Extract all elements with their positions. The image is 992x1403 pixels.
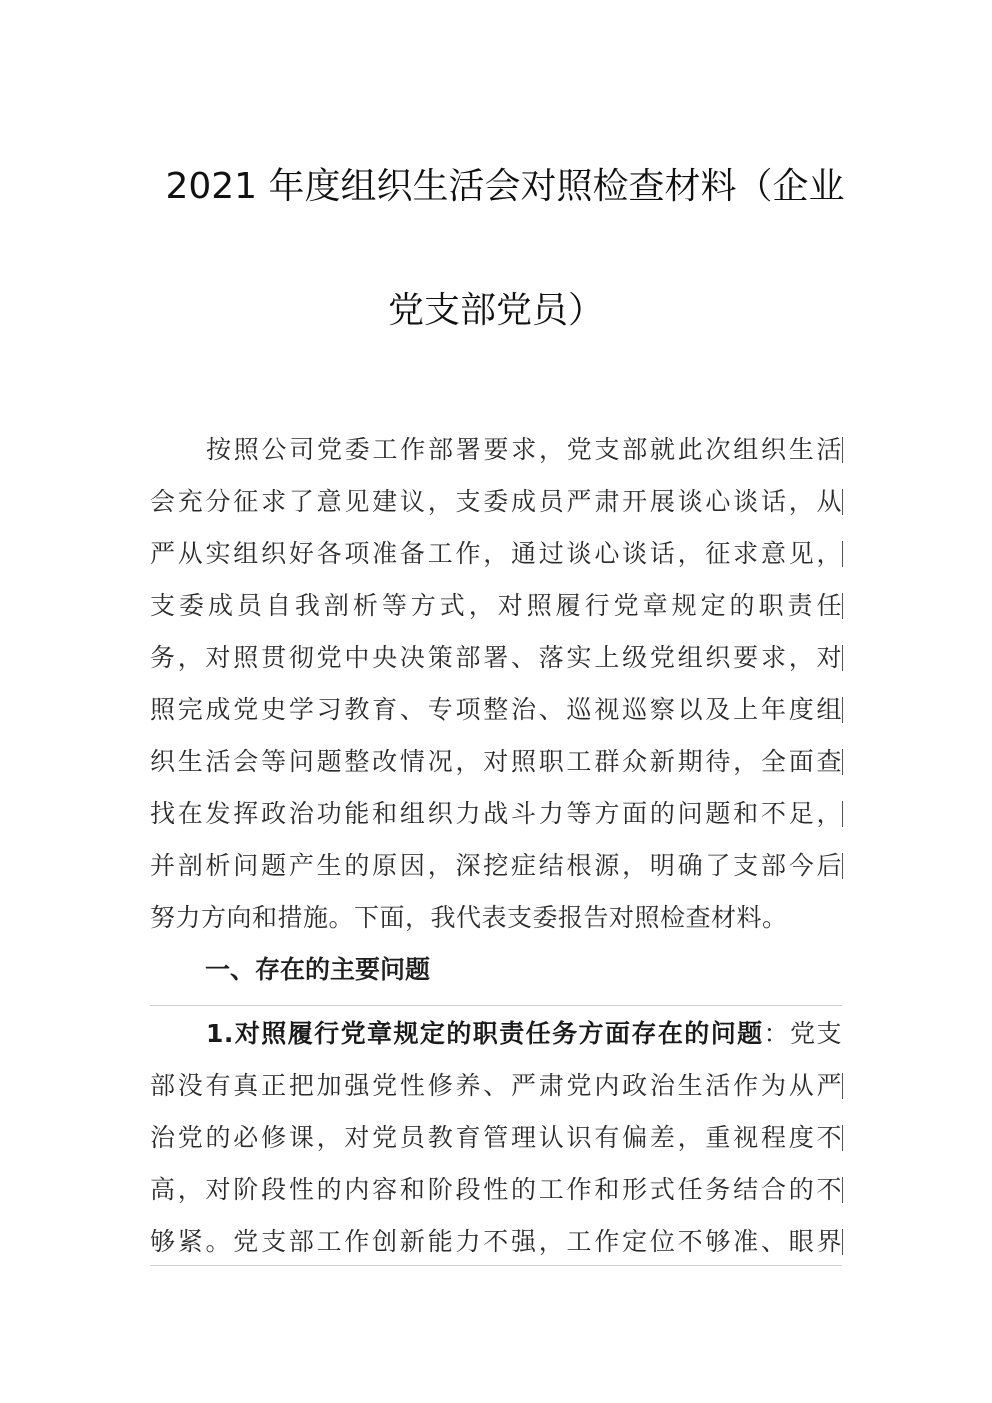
paragraph-line: 努力方向和措施。下面，我代表支委报告对照检查材料。	[150, 903, 788, 932]
margin-mark	[842, 645, 843, 671]
margin-mark	[842, 1125, 843, 1151]
paragraph-line: 务，对照贯彻党中央决策部署、落实上级党组织要求，对	[150, 643, 842, 672]
document-title-line-1: 2021 年度组织生活会对照检查材料（企业	[165, 166, 845, 207]
paragraph-line: 够紧。党支部工作创新能力不强，工作定位不够准、眼界	[150, 1227, 842, 1256]
margin-mark	[842, 1073, 843, 1099]
margin-mark	[842, 541, 843, 567]
paragraph-line: 按照公司党委工作部署要求，党支部就此次组织生活	[206, 435, 842, 464]
margin-mark	[842, 697, 843, 723]
paragraph-line: 部没有真正把加强党性修养、严肃党内政治生活作为从严	[150, 1071, 842, 1100]
margin-mark	[842, 437, 843, 463]
subsection-lead-tail: ：党支	[763, 1019, 842, 1048]
margin-mark	[842, 749, 843, 775]
divider-rule	[150, 1265, 842, 1266]
section-heading: 一、存在的主要问题	[205, 955, 431, 984]
paragraph-line: 照完成党史学习教育、专项整治、巡视巡察以及上年度组	[150, 695, 842, 724]
margin-mark	[842, 853, 843, 879]
document-title-line-2: 党支部党员）	[387, 290, 604, 331]
divider-rule	[150, 1005, 842, 1006]
paragraph-line: 治党的必修课，对党员教育管理认识有偏差，重视程度不	[150, 1123, 842, 1152]
paragraph-line: 找在发挥政治功能和组织力战斗力等方面的问题和不足，	[150, 799, 842, 828]
paragraph-line: 并剖析问题产生的原因，深挖症结根源，明确了支部今后	[150, 851, 842, 880]
paragraph-line: 织生活会等问题整改情况，对照职工群众新期待，全面查	[150, 747, 842, 776]
margin-mark	[842, 1177, 843, 1203]
margin-mark	[842, 593, 843, 619]
subsection-lead: 1.对照履行党章规定的职责任务方面存在的问题	[206, 1019, 764, 1048]
subsection-line	[206, 1014, 842, 1054]
paragraph-line: 严从实组织好各项准备工作，通过谈心谈话，征求意见，	[150, 539, 842, 568]
margin-mark	[842, 801, 843, 827]
margin-mark	[842, 1229, 843, 1255]
paragraph-line: 支委成员自我剖析等方式，对照履行党章规定的职责任	[150, 591, 842, 620]
margin-mark	[842, 489, 843, 515]
paragraph-line: 会充分征求了意见建议，支委成员严肃开展谈心谈话，从	[150, 487, 842, 516]
paragraph-line: 高，对阶段性的内容和阶段性的工作和形式任务结合的不	[150, 1175, 842, 1204]
